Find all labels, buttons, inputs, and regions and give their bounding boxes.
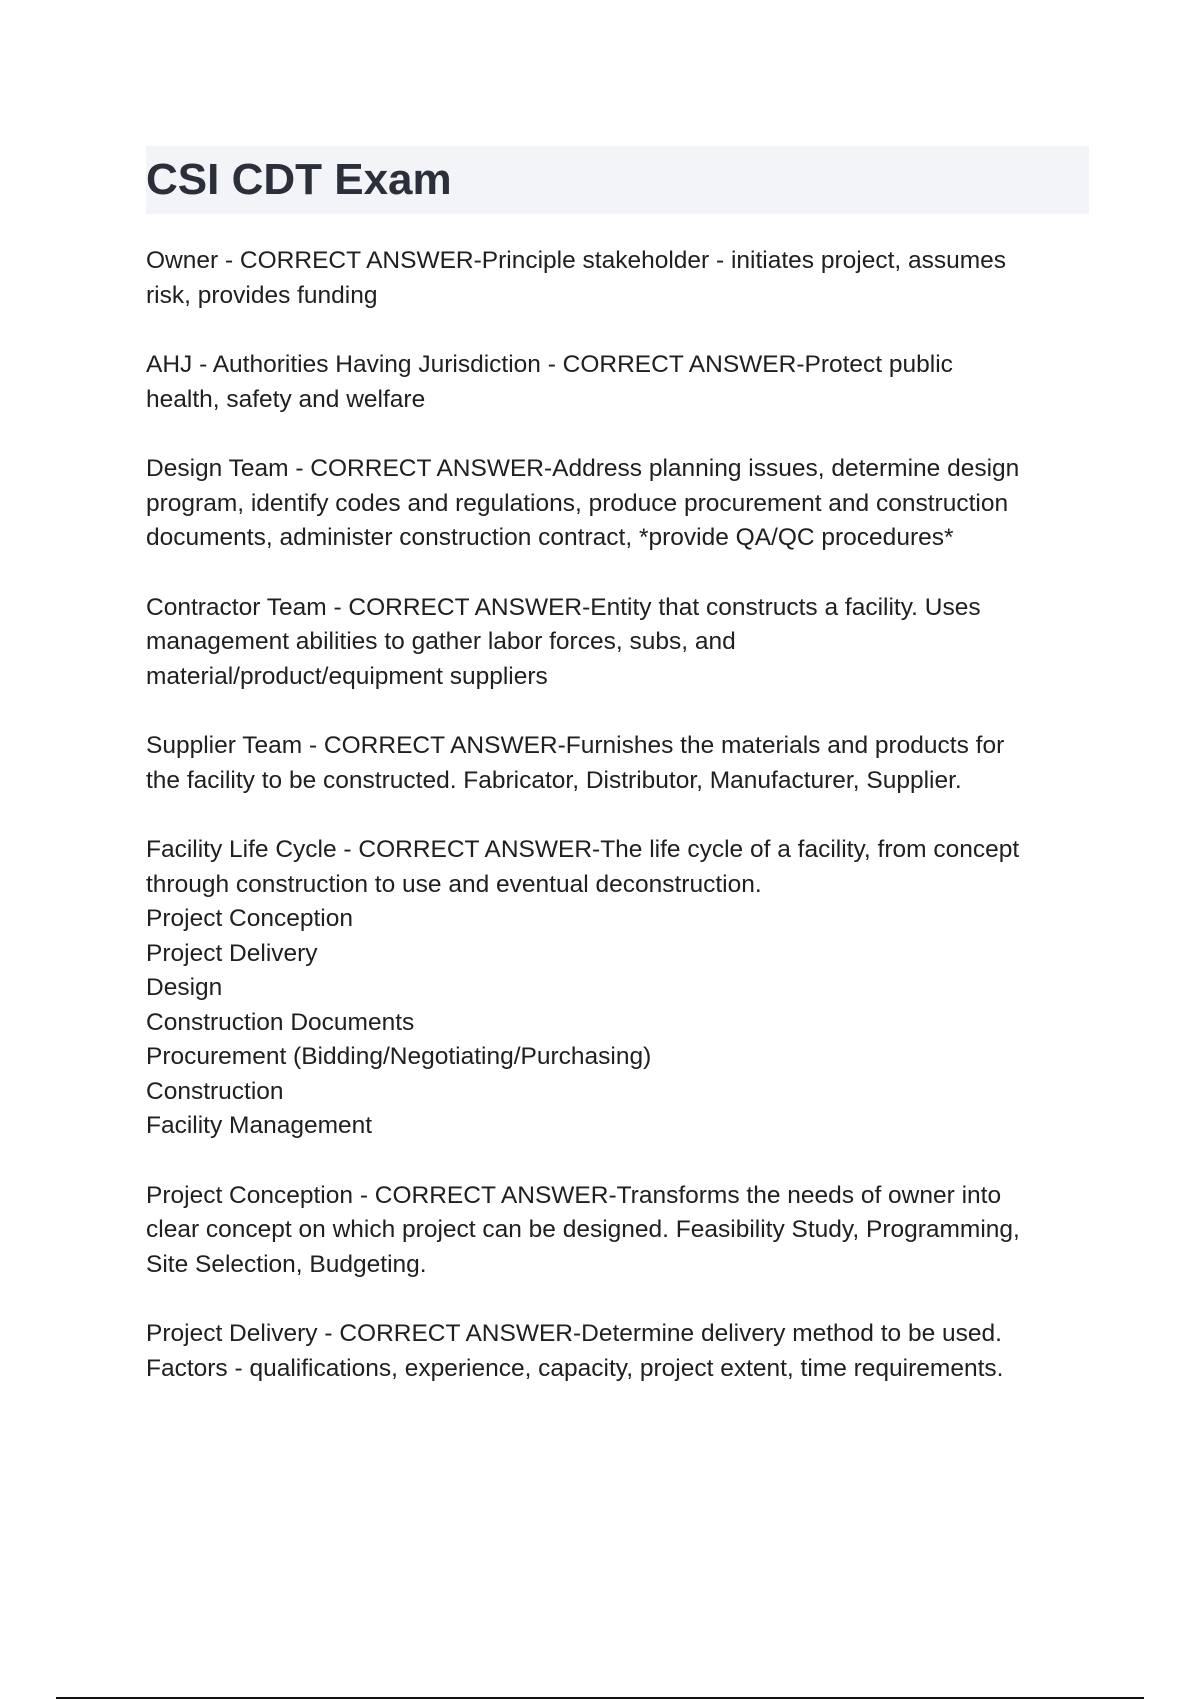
entry-line: material/product/equipment suppliers	[146, 662, 548, 690]
entry-facility-life-cycle	[146, 833, 1091, 1144]
entry-line: Facility Life Cycle - CORRECT ANSWER-The life cycle of a facility, from concept	[146, 836, 1020, 863]
document-title: CSI CDT Exam	[146, 155, 452, 204]
list-item: Project Conception	[146, 905, 354, 932]
entry-contractor-team	[146, 591, 1091, 695]
page-bottom-rule	[56, 1697, 1144, 1699]
entry-project-conception	[146, 1179, 1091, 1283]
entry-project-delivery	[146, 1317, 1091, 1386]
entry-line: Project Delivery - CORRECT ANSWER-Determine delivery method to be used.	[146, 1320, 1002, 1347]
entry-line: Contractor Team - CORRECT ANSWER-Entity that constructs a facility. Uses	[146, 593, 981, 621]
entry-line: AHJ - Authorities Having Jurisdiction - CORRECT ANSWER-Protect public	[146, 351, 953, 378]
list-item: Construction	[146, 1077, 284, 1105]
list-item: Project Delivery	[146, 939, 318, 967]
list-item: Procurement (Bidding/Negotiating/Purchasing)	[146, 1043, 652, 1070]
entry-line: program, identify codes and regulations, produce procurement and construction	[146, 489, 1009, 517]
list-item: Design	[146, 974, 223, 1001]
entry-line: documents, administer construction contract, *provide QA/QC procedures*	[146, 524, 954, 551]
entry-line: through construction to use and eventual deconstruction.	[146, 870, 762, 898]
entry-line: risk, provides funding	[146, 281, 378, 309]
title-band	[146, 146, 1089, 214]
entry-line: Owner - CORRECT ANSWER-Principle stakeholder - initiates project, assumes	[146, 247, 1007, 274]
entry-owner	[146, 244, 1091, 313]
entry-line: Factors - qualifications, experience, capacity, project extent, time requirements.	[146, 1354, 1004, 1382]
entry-line: Supplier Team - CORRECT ANSWER-Furnishes the materials and products for	[146, 732, 1005, 759]
entry-supplier-team	[146, 729, 1091, 798]
document-body	[146, 244, 1091, 1421]
entry-line: Project Conception - CORRECT ANSWER-Transforms the needs of owner into	[146, 1181, 1002, 1209]
entry-ahj	[146, 348, 1091, 417]
entry-line: the facility to be constructed. Fabricator, Distributor, Manufacturer, Supplier.	[146, 766, 962, 794]
entry-line: clear concept on which project can be designed. Feasibility Study, Programming,	[146, 1216, 1020, 1243]
entry-line: Site Selection, Budgeting.	[146, 1250, 427, 1278]
entry-design-team	[146, 452, 1091, 556]
list-item: Facility Management	[146, 1112, 373, 1139]
entry-line: Design Team - CORRECT ANSWER-Address planning issues, determine design	[146, 455, 1020, 482]
list-item: Construction Documents	[146, 1008, 415, 1036]
entry-line: management abilities to gather labor forces, subs, and	[146, 628, 736, 655]
entry-line: health, safety and welfare	[146, 385, 426, 413]
